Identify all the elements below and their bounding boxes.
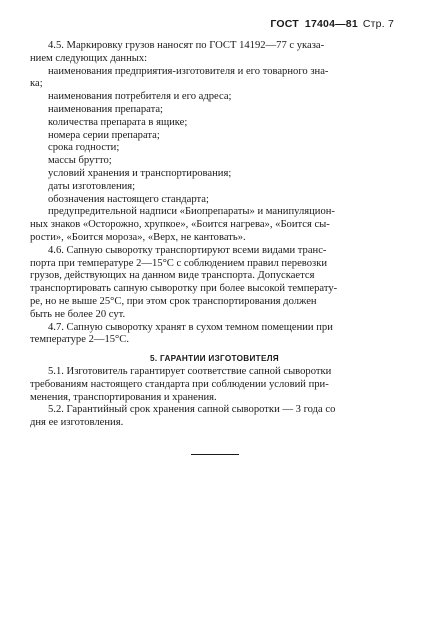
marking-item: наименования потребителя и его адреса; bbox=[48, 91, 232, 103]
marking-item: массы брутто; bbox=[48, 155, 112, 167]
end-rule bbox=[191, 454, 239, 455]
standard-number: 17404—81 bbox=[304, 18, 358, 30]
clause-4-5-line: 4.5. Маркировку грузов наносят по ГОСТ 14192—77 с указа- bbox=[48, 40, 325, 51]
clause-5-2-line: 5.2. Гарантийный срок хранения сапной сыворотки — 3 года со bbox=[48, 404, 336, 416]
marking-item: ка; bbox=[30, 78, 43, 90]
page-number: Стр. 7 bbox=[362, 18, 394, 30]
clause-5-1-line: 5.1. Изготовитель гарантирует соответствие сапной сыворотки bbox=[48, 365, 332, 377]
marking-item: обозначения настоящего стандарта; bbox=[48, 193, 209, 205]
marking-item: номера серии препарата; bbox=[48, 129, 160, 141]
clause-4-6-line: грузов, действующих на данном виде транспорта. Допускается bbox=[30, 270, 315, 282]
clause-4-7-line: температуре 2—15°С. bbox=[30, 334, 130, 346]
clause-4-6-line: порта при температуре 2—15°С с соблюдением правил перевозки bbox=[30, 257, 328, 269]
clause-4-6-line: быть не более 20 сут. bbox=[30, 308, 126, 320]
marking-item: рости», «Боится мороза», «Верх, не кантовать». bbox=[30, 231, 246, 243]
clause-4-6-line: ре, но не выше 25°С, при этом срок транспортирования должен bbox=[30, 295, 317, 307]
clause-5-2-line: дня ее изготовления. bbox=[30, 417, 124, 429]
page-header bbox=[270, 18, 394, 30]
marking-item: даты изготовления; bbox=[48, 180, 136, 192]
marking-item: ных знаков «Осторожно, хрупкое», «Боится нагрева», «Боится сы- bbox=[30, 219, 330, 231]
clause-5-1-line: менения, транспортирования и хранения. bbox=[30, 391, 217, 403]
marking-item: предупредительной надписи «Биопрепараты» и манипуляцион- bbox=[48, 206, 335, 218]
clause-4-5-line: нием следующих данных: bbox=[30, 52, 148, 64]
marking-item: наименования препарата; bbox=[48, 103, 164, 115]
document-body bbox=[30, 40, 399, 455]
marking-item: условий хранения и транспортирования; bbox=[48, 167, 232, 179]
marking-item: количества препарата в ящике; bbox=[48, 116, 188, 128]
clause-5-1-line: требованиям настоящего стандарта при соблюдении условий при- bbox=[30, 378, 329, 390]
marking-item: срока годности; bbox=[48, 142, 120, 154]
marking-item: наименования предприятия-изготовителя и его товарного зна- bbox=[48, 65, 329, 77]
clause-4-6-line: 4.6. Сапную сыворотку транспортируют всеми видами транс- bbox=[48, 244, 327, 256]
section-heading: 5. ГАРАНТИИ ИЗГОТОВИТЕЛЯ bbox=[150, 354, 279, 364]
clause-4-6-line: транспортировать сапную сыворотку при более высокой температу- bbox=[30, 283, 338, 295]
clause-4-7-line: 4.7. Сапную сыворотку хранят в сухом темном помещении при bbox=[48, 321, 333, 333]
standard-label: ГОСТ bbox=[270, 18, 299, 30]
